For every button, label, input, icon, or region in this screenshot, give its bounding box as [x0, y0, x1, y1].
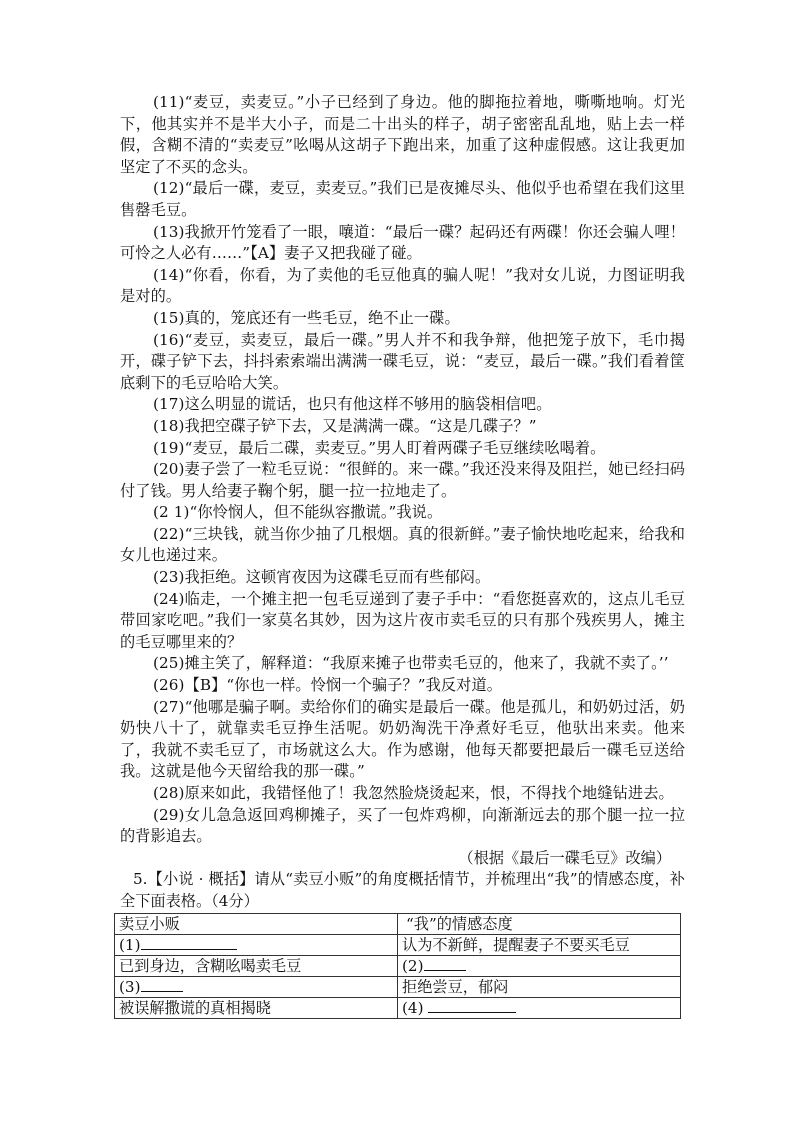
paragraph-12: (12)“最后一碟，麦豆，卖麦豆。”我们已是夜摊尽头、他似乎也希望在我们这里售罄毛豆。: [120, 179, 685, 219]
paragraph-28: (28)原来如此，我错怪他了！我忽然脸烧烫起来，恨，不得找个地缝钻进去。: [153, 784, 674, 802]
answer-table: [114, 913, 681, 1019]
paragraph-27: (27)“他哪是骗子啊。卖给你们的确实是最后一碟。他是孤儿，和奶奶过活，奶奶快八十了，就靠卖毛豆挣生活呢。奶奶淘洗干净煮好毛豆，他驮出来卖。他来了，我就不卖毛豆了，市场就这么大。作为感谢，他每天都要把最后一碟毛豆送给我。这就是他今天留给我的那一碟。”: [120, 697, 685, 781]
answer-blank[interactable]: [424, 956, 466, 971]
table-header-cell: 卖豆小贩: [115, 913, 398, 934]
paragraph-20: (20)妻子尝了一粒毛豆说：“很鲜的。来一碟。”我还没来得及阻拦，她已经扫码付了钱。男人给妻子鞠个躬，腿一拉一拉地走了。: [120, 460, 685, 500]
paragraph-21: (2 1)“你怜悯人，但不能纵容撒谎。”我说。: [153, 503, 443, 522]
table-cell[interactable]: [398, 955, 681, 976]
paragraph-18: (18)我把空碟子铲下去，又是满满一碟。“这是几碟子？”: [153, 416, 537, 435]
table-cell: 拒绝尝豆，郁闷: [398, 976, 681, 997]
paragraph-15: (15)真的，笼底还有一些毛豆，绝不止一碟。: [153, 308, 460, 327]
table-cell: 被误解撒谎的真相揭晓: [115, 997, 398, 1018]
table-header-row: [115, 913, 681, 934]
paragraph-23: (23)我拒绝。这顿宵夜因为这碟毛豆而有些郁闷。: [153, 568, 491, 587]
paragraph-16: (16)“麦豆，卖麦豆，最后一碟。”男人并不和我争辩，他把笼子放下，毛巾揭开，碟子铲下去，抖抖索索端出满满一碟毛豆，说：“麦豆，最后一碟。”我们看着筐底剩下的毛豆哈哈大笑。: [120, 330, 685, 392]
table-cell[interactable]: [115, 976, 398, 997]
blank-label: (4): [402, 998, 424, 1017]
paragraph-19: (19)“麦豆，最后二碟，卖麦豆。”男人盯着两碟子毛豆继续吆喝着。: [153, 438, 606, 457]
paragraph-22: (22)“三块钱，就当你少抽了几根烟。真的很新鲜。”妻子愉快地吃起来，给我和女儿也递过来。: [120, 524, 685, 565]
table-header-cell: “我”的情感态度: [398, 913, 681, 934]
table-row: [115, 934, 681, 955]
table-cell[interactable]: [398, 997, 681, 1018]
answer-blank[interactable]: [428, 998, 516, 1013]
story-text: [120, 92, 685, 848]
table-row: [115, 997, 681, 1018]
blank-label: (1): [119, 935, 141, 954]
paragraph-17: (17)这么明显的谎话，也只有他这样不够用的脑袋相信吧。: [153, 395, 552, 414]
paragraph-25: (25)摊主笑了，解释道：“我原来摊子也带卖毛豆的，他来了，我就不卖了。’’: [153, 654, 669, 673]
paragraph-13: (13)我掀开竹笼看了一眼，嚷道：“最后一碟？起码还有两碟！你还会骗人哩！可怜之人必有……”【A】妻子又把我碰了碰。: [120, 222, 685, 263]
paragraph-26: (26)【B】“你也一样。怜悯一个骗子？”我反对道。: [153, 676, 503, 695]
answer-blank[interactable]: [141, 935, 237, 950]
source-note: （根据《最后一碟毛豆》改编）: [458, 848, 671, 867]
table-cell[interactable]: [115, 934, 398, 955]
blank-label: (3): [119, 977, 141, 996]
table-row: [115, 955, 681, 976]
blank-label: (2): [402, 956, 424, 975]
table-cell: 已到身边，含糊吆喝卖毛豆: [115, 955, 398, 976]
document-page: [120, 92, 685, 1019]
paragraph-24: (24)临走，一个摊主把一包毛豆递到了妻子手中：“看您挺喜欢的，这点儿毛豆带回家吃吧。”我们一家莫名其妙，因为这片夜市卖毛豆的只有那个残疾男人，摊主的毛豆哪里来的？: [120, 589, 685, 651]
table-cell: 认为不新鲜，提醒妻子不要买毛豆: [398, 934, 681, 955]
paragraph-14: (14)“你看，你看，为了卖他的毛豆他真的骗人呢！”我对女儿说，力图证明我是对的。: [120, 265, 685, 306]
answer-blank[interactable]: [141, 977, 183, 992]
paragraph-11: (11)“麦豆，卖麦豆。”小子已经到了身边。他的脚拖拉着地，嘶嘶地响。灯光下，他其实并不是半大小子，而是二十出头的样子，胡子密密乱乱地，贴上去一样假，含糊不清的“卖麦豆”吆喝从这胡子下跑出来，加重了这种虚假感。这让我更加坚定了不买的念头。: [120, 93, 685, 176]
paragraph-29: (29)女儿急急返回鸡柳摊子，买了一包炸鸡柳，向渐渐远去的那个腿一拉一拉的背影追去。: [120, 805, 685, 846]
question-5: 5.【小说 · 概括】请从“卖豆小贩”的角度概括情节，并梳理出“我”的情感态度，补全下面表格。（4分）: [120, 870, 685, 910]
table-row: [115, 976, 681, 997]
